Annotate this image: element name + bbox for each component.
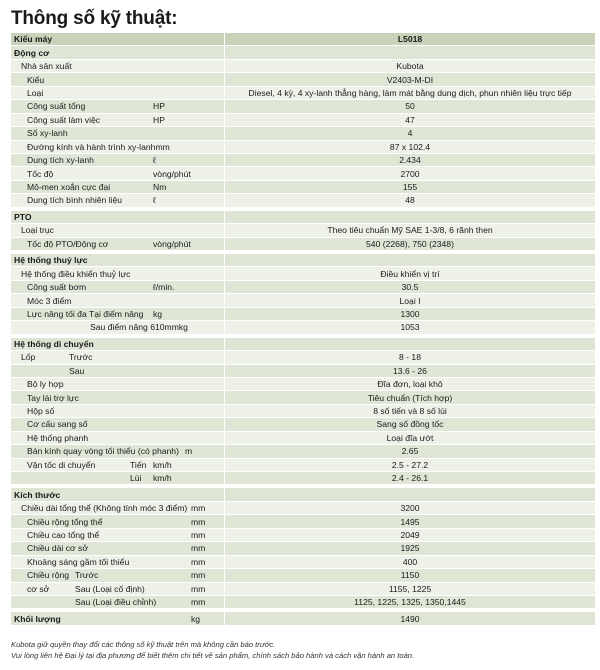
spec-label: Tốc độ <box>27 168 54 179</box>
section-pto <box>11 211 595 224</box>
spec-label: Kiểu <box>27 74 45 85</box>
spec-label: Mô-men xoắn cực đại <box>27 182 111 193</box>
section-title: Hệ thống di chuyển <box>11 338 225 351</box>
spec-value: 8 - 18 <box>225 351 596 364</box>
page-title: Thông số kỹ thuật: <box>11 8 178 29</box>
model-header-row <box>11 33 595 46</box>
section-title: Kích thước <box>11 488 225 501</box>
spec-label: Tiến <box>130 459 147 470</box>
disclaimer-line: Vui lòng liên hệ Đại lý tại địa phương để biết thêm chi tiết về sản phẩm, chính sách bảo hành và cách vận hành an toàn. <box>11 650 415 660</box>
spec-unit: kg <box>153 308 163 319</box>
spec-unit: HP <box>153 101 165 112</box>
section-hydraulic <box>11 254 595 267</box>
spec-value: 48 <box>225 194 596 207</box>
spec-value: Tiêu chuẩn (Tích hợp) <box>225 391 596 404</box>
weight-label: Khối lượng <box>14 613 61 624</box>
spec-value: 50 <box>225 100 596 113</box>
spec-value: Kubota <box>225 59 596 72</box>
spec-value: Đĩa đơn, loại khô <box>225 377 596 390</box>
spec-unit: vòng/phút <box>153 238 191 249</box>
spec-value: 1155, 1225 <box>225 582 596 595</box>
table-row <box>11 224 595 237</box>
spec-value: Điều khiển vị trí <box>225 267 596 280</box>
table-row <box>11 113 595 126</box>
table-row <box>11 294 595 307</box>
spec-label: Chiều dài cơ sở <box>27 543 88 554</box>
table-row <box>11 418 595 431</box>
spec-value: 1053 <box>225 321 596 334</box>
table-row <box>11 582 595 595</box>
model-value: L5018 <box>225 33 596 46</box>
table-row <box>11 127 595 140</box>
spec-label: Sau <box>69 365 85 376</box>
spec-unit: ℓ <box>153 155 156 166</box>
spec-unit: mm <box>191 556 206 567</box>
table-row <box>11 501 595 514</box>
spec-value: 3200 <box>225 501 596 514</box>
spec-table <box>11 33 595 626</box>
spec-label: Chiều cao tổng thể <box>27 529 100 540</box>
spec-label: Loại <box>27 87 44 98</box>
spec-value: Loại I <box>225 294 596 307</box>
spec-value: 2049 <box>225 528 596 541</box>
spec-label: Đường kính và hành trình xy-lanh <box>27 141 156 152</box>
spec-unit: mm <box>191 529 206 540</box>
spec-value: Diesel, 4 kỳ, 4 xy-lanh thẳng hàng, làm mát bằng dung dịch, phun nhiên liệu trực tiếp <box>225 86 596 99</box>
spec-value: 400 <box>225 555 596 568</box>
spec-unit: mm <box>191 543 206 554</box>
spec-unit: kg <box>178 322 188 333</box>
spec-value: Loại đĩa ướt <box>225 431 596 444</box>
spec-unit: m <box>185 446 193 457</box>
section-title: Hệ thống thuỷ lực <box>11 254 225 267</box>
spec-label: Lùi <box>130 473 142 484</box>
spec-value: V2403-M-DI <box>225 73 596 86</box>
disclaimer <box>11 640 595 661</box>
spec-value: 1125, 1225, 1325, 1350,1445 <box>225 595 596 608</box>
spec-value: 2.5 - 27.2 <box>225 458 596 471</box>
table-row <box>11 458 595 471</box>
spec-unit: mm <box>191 597 206 608</box>
spec-label: Cơ cấu sang số <box>27 419 88 430</box>
spec-value: 540 (2268), 750 (2348) <box>225 237 596 250</box>
table-row <box>11 528 595 541</box>
spec-label: Hệ thống phanh <box>27 432 89 443</box>
spec-label: Công suất tổng <box>27 101 86 112</box>
spec-value: 30.5 <box>225 280 596 293</box>
track-label-2: cơ sở <box>27 583 50 594</box>
spec-label: Sau điểm nâng 610mm <box>90 322 179 333</box>
table-row <box>11 351 595 364</box>
section-travel <box>11 338 595 351</box>
weight-row <box>11 612 595 625</box>
spec-unit: mm <box>155 141 170 152</box>
track-label: Chiều rộng <box>27 570 70 581</box>
spec-unit: ℓ <box>153 195 156 206</box>
spec-label: Chiều rộng tổng thể <box>27 516 103 527</box>
spec-label: Lực nâng tối đa Tại điểm nâng <box>27 308 144 319</box>
spec-value: Sang số đồng tốc <box>225 418 596 431</box>
spec-value: 155 <box>225 180 596 193</box>
table-row <box>11 555 595 568</box>
spec-value: 2.65 <box>225 445 596 458</box>
table-row <box>11 595 595 608</box>
table-row <box>11 73 595 86</box>
spec-unit: ℓ/min. <box>153 282 175 293</box>
table-row <box>11 321 595 334</box>
table-row <box>11 194 595 207</box>
spec-value: 87 x 102.4 <box>225 140 596 153</box>
section-title: Động cơ <box>11 46 225 59</box>
spec-label: Chiều dài tổng thể (Không tính móc 3 điểm) <box>21 503 188 514</box>
spec-unit: kg <box>191 613 201 624</box>
spec-unit: mm <box>191 516 206 527</box>
spec-value: 4 <box>225 127 596 140</box>
table-row <box>11 377 595 390</box>
spec-label: Công suất làm việc <box>27 114 101 125</box>
spec-label: Vận tốc di chuyển <box>27 459 96 470</box>
spec-value: 1150 <box>225 569 596 582</box>
spec-value: 1495 <box>225 515 596 528</box>
spec-label: Sau (Loại cố định) <box>75 583 145 594</box>
table-row <box>11 153 595 166</box>
spec-label: Hệ thống điều khiển thuỷ lực <box>21 268 131 279</box>
table-row <box>11 445 595 458</box>
spec-unit: km/h <box>153 459 172 470</box>
spec-value: 1300 <box>225 307 596 320</box>
spec-unit: mm <box>191 583 206 594</box>
table-row <box>11 180 595 193</box>
table-row <box>11 431 595 444</box>
spec-label: Trước <box>75 570 99 581</box>
spec-label: Dung tích bình nhiên liệu <box>27 195 123 206</box>
table-row <box>11 307 595 320</box>
table-row <box>11 280 595 293</box>
table-row <box>11 391 595 404</box>
table-row <box>11 167 595 180</box>
spec-unit: vòng/phút <box>153 168 191 179</box>
spec-label: Nhà sản xuất <box>21 61 72 72</box>
spec-label: Bán kính quay vòng tối thiểu (có phanh) <box>27 446 179 457</box>
spec-label: Số xy-lanh <box>27 128 68 139</box>
section-engine <box>11 46 595 59</box>
spec-label: Bộ ly hợp <box>27 379 64 390</box>
spec-value: 47 <box>225 113 596 126</box>
section-dimensions <box>11 488 595 501</box>
spec-unit: Nm <box>153 182 167 193</box>
spec-label: Công suất bơm <box>27 282 87 293</box>
table-row <box>11 542 595 555</box>
spec-label: Loại trục <box>21 225 54 236</box>
spec-label: Tốc độ PTO/Động cơ <box>27 238 109 249</box>
spec-value: Theo tiêu chuẩn Mỹ SAE 1-3/8, 6 rãnh then <box>225 224 596 237</box>
table-row <box>11 59 595 72</box>
spec-unit: mm <box>191 570 206 581</box>
table-row <box>11 100 595 113</box>
spec-unit: mm <box>191 503 206 514</box>
spec-value: 13.6 - 26 <box>225 364 596 377</box>
section-title: PTO <box>11 211 225 224</box>
spec-label: Khoảng sáng gầm tối thiểu <box>27 556 130 567</box>
spec-label: Hộp số <box>27 406 55 417</box>
spec-label: Tay lái trợ lực <box>27 392 79 403</box>
table-row <box>11 472 595 485</box>
table-row <box>11 86 595 99</box>
table-row <box>11 515 595 528</box>
tire-label: Lốp <box>21 352 36 363</box>
table-row <box>11 569 595 582</box>
model-label: Kiểu máy <box>11 33 225 46</box>
spec-value: 2.4 - 26.1 <box>225 472 596 485</box>
spec-label: Trước <box>69 352 93 363</box>
weight-value: 1490 <box>225 612 596 625</box>
spec-unit: km/h <box>153 473 172 484</box>
disclaimer-line: Kubota giữ quyền thay đổi các thông số kỹ thuật trên mà không cần báo trước. <box>11 640 276 649</box>
spec-label: Móc 3 điểm <box>27 295 72 306</box>
table-row <box>11 267 595 280</box>
spec-label: Sau (Loại điều chỉnh) <box>75 597 157 608</box>
spec-value: 2700 <box>225 167 596 180</box>
table-row <box>11 404 595 417</box>
spec-value: 8 số tiến và 8 số lùi <box>225 404 596 417</box>
spec-unit: HP <box>153 114 165 125</box>
spec-value: 2.434 <box>225 153 596 166</box>
spec-value: 1925 <box>225 542 596 555</box>
table-row <box>11 237 595 250</box>
table-row <box>11 364 595 377</box>
spec-label: Dung tích xy-lanh <box>27 155 94 166</box>
table-row <box>11 140 595 153</box>
